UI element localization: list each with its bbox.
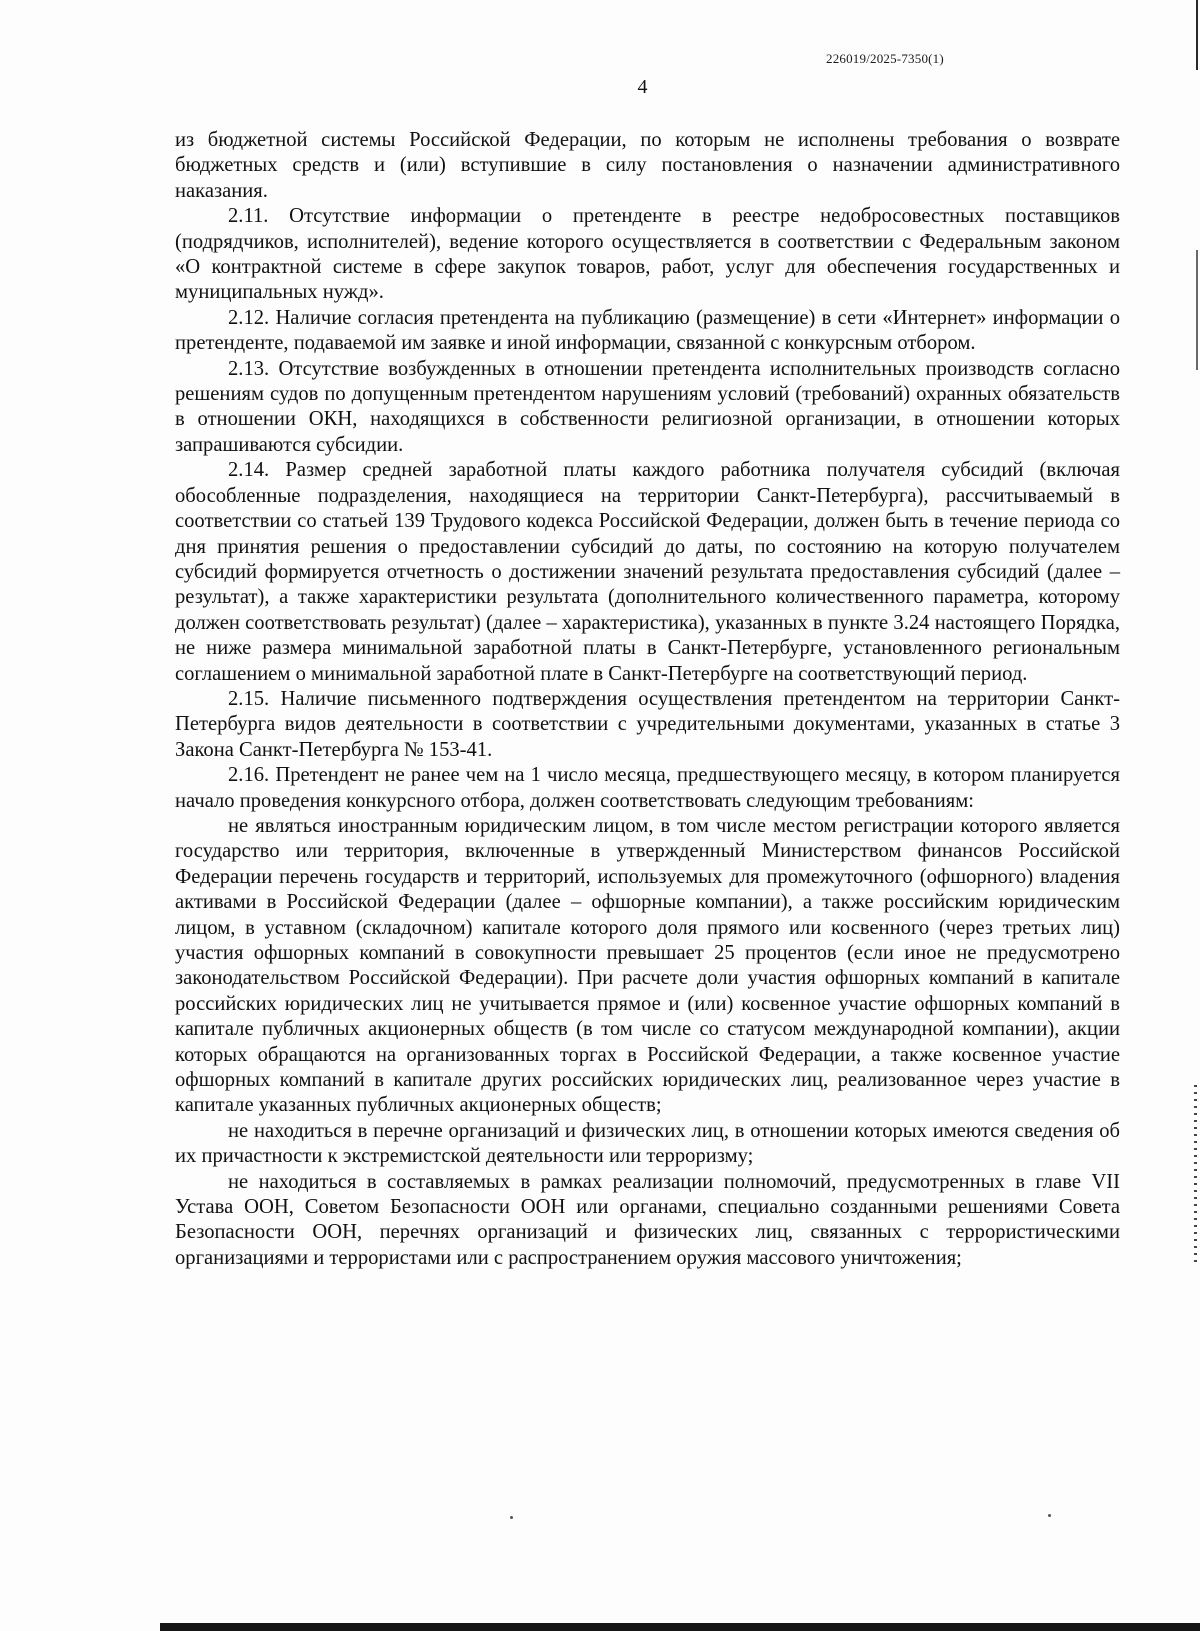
document-body [175, 128, 1120, 1271]
paragraph-2-15: 2.15. Наличие письменного подтверждения осуществления претендентом на территории Санкт-Петербурга видов деятельности в соответствии с учредительными документами, указанных в статье 3 Закона Санкт-Петербурга № 153-41. [175, 687, 1120, 761]
document-registration-number: 226019/2025-7350(1) [826, 51, 944, 66]
scan-bottom-edge [160, 1623, 1200, 1631]
requirement-offshore: не являться иностранным юридическим лицом, в том числе местом регистрации которого является государство или территория, включенные в утвержденный Министерством финансов Российской Федерации перечень государств и территорий, используемых для промежуточного (офшорного) владения активами в Российской Федерации (далее – офшорные компании), а также российским юридическим лицом, в уставном (складочном) капитале которого доля прямого или косвенного (через третьих лиц) участия офшорных компаний в совокупности превышает 25 процентов (если иное не предусмотрено законодательством Российской Федерации). При расчете доли участия офшорных компаний в капитале российских юридических лиц не учитывается прямое и (или) косвенное участие офшорных компаний в капитале публичных акционерных обществ (в том числе со статусом международной компании), акции которых обращаются на организованных торгах в Российской Федерации, а также косвенное участие офшорных компаний в капитале других российских юридических лиц, реализованное через участие в капитале указанных публичных акционерных обществ; [175, 814, 1120, 1117]
scan-speck [1048, 1514, 1051, 1517]
paragraph-continuation: из бюджетной системы Российской Федерации, по которым не исполнены требования о возврате бюджетных средств и (или) вступившие в силу постановления о назначении административного наказания. [175, 129, 1120, 202]
paragraph-2-11: 2.11. Отсутствие информации о претенденте в реестре недобросовестных поставщиков (подрядчиков, исполнителей), ведение которого осуществляется в соответствии с Федеральным законом «О контрактной системе в сфере закупок товаров, работ, услуг для обеспечения государственных и муниципальных нужд». [175, 205, 1120, 304]
scan-edge-dots [1194, 1085, 1197, 1265]
paragraph-2-13: 2.13. Отсутствие возбужденных в отношении претендента исполнительных производств согласно решениям судов по допущенным претендентом нарушениям условий (требований) охранных обязательств в отношении ОКН, находящихся в собственности религиозной организации, в отношении которых запрашиваются субсидии. [175, 357, 1120, 456]
requirement-extremism-list: не находиться в перечне организаций и физических лиц, в отношении которых имеются сведения об их причастности к экстремистской деятельности или терроризму; [175, 1119, 1120, 1168]
scan-edge-mark-middle [1196, 250, 1198, 370]
paragraph-2-12: 2.12. Наличие согласия претендента на публикацию (размещение) в сети «Интернет» информации о претенденте, подаваемой им заявке и иной информации, связанной с конкурсным отбором. [175, 306, 1120, 355]
requirement-un-sanctions-list: не находиться в составляемых в рамках реализации полномочий, предусмотренных в главе VII Устава ООН, Советом Безопасности ООН или органами, специально созданными решениями Совета Безопасности ООН, перечнях организаций и физических лиц, связанных с террористическими организациями и террористами или с распространением оружия массового уничтожения; [175, 1170, 1120, 1269]
paragraph-2-16: 2.16. Претендент не ранее чем на 1 число месяца, предшествующего месяцу, в котором планируется начало проведения конкурсного отбора, должен соответствовать следующим требованиям: [175, 764, 1120, 812]
page-number: 4 [637, 76, 648, 98]
scan-speck [510, 1516, 513, 1519]
paragraph-2-14: 2.14. Размер средней заработной платы каждого работника получателя субсидий (включая обособленные подразделения, находящиеся на территории Санкт-Петербурга), рассчитываемый в соответствии со статьей 139 Трудового кодекса Российской Федерации, должен быть в течение периода со дня принятия решения о предоставлении субсидий до даты, по состоянию на которую получателем субсидий формируется отчетность о достижении значений результата предоставления субсидий (далее – результат), а также характеристики результата (дополнительного количественного параметра, которому должен соответствовать результат) (далее – характеристика), указанных в пункте 3.24 настоящего Порядка, не ниже размера минимальной заработной платы в Санкт-Петербурге, установленного региональным соглашением о минимальной заработной плате в Санкт-Петербурге на соответствующий период. [175, 459, 1120, 685]
scan-edge-mark-top [1196, 0, 1198, 70]
